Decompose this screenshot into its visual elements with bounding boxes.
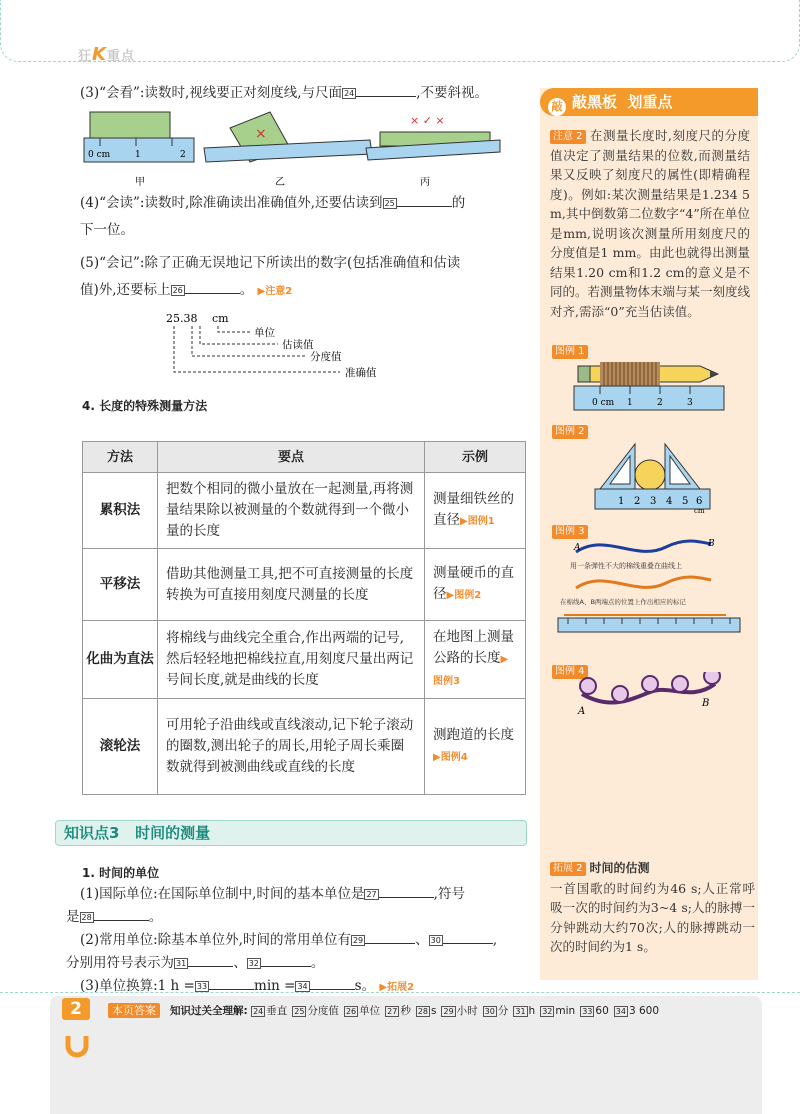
svg-text:分度值: 分度值 [310, 351, 342, 363]
extension-2: 拓展 2 时间的估测 一首国歌的时间约为46 s;人正常呼吸一次的时间约为3~4 s;人的脉搏一分钟跳动大约70次;人的脉搏跳动一次的时间约为1 s。 [550, 861, 755, 954]
svg-text:B: B [708, 539, 715, 549]
answer-text: 垂直 [266, 1005, 288, 1017]
answer-number: 32 [542, 1007, 553, 1016]
answer-number: 29 [443, 1007, 454, 1016]
fig-3-link[interactable]: ▶图例3 [433, 654, 509, 687]
answer-text: 60 [595, 1005, 609, 1017]
svg-text:2: 2 [657, 398, 663, 408]
answer-item [540, 1005, 575, 1017]
answer-number: 24 [253, 1007, 264, 1016]
svg-text:0 cm: 0 cm [88, 150, 111, 160]
answer-item [441, 1005, 477, 1017]
answer-text: s [431, 1005, 437, 1017]
svg-text:1: 1 [135, 150, 141, 160]
svg-text:25.38: 25.38 [166, 312, 198, 325]
answer-text: 小时 [456, 1005, 478, 1017]
figure-2-coin-measure [590, 434, 720, 514]
svg-text:B: B [702, 698, 710, 709]
answer-text: 3 600 [628, 1005, 660, 1017]
svg-text:A: A [578, 706, 586, 717]
svg-text:cm: cm [212, 312, 229, 325]
item-3: (3)“会看”:读数时,视线要正对刻度线,与尺面 24 ,不要斜视。 [80, 85, 489, 101]
sidebar-header: 敲 敲黑板 划重点 [540, 88, 758, 116]
answer-text: min [555, 1005, 576, 1017]
answer-tag: 本页答案 [108, 1003, 160, 1018]
section-4-title: 4. 长度的特殊测量方法 [82, 399, 208, 413]
fig-4-link[interactable]: ▶图例4 [433, 752, 468, 763]
bulb-icon: 敲 [548, 98, 566, 116]
answer-number: 34 [615, 1007, 626, 1016]
figure-1-tag: 图例 1 [552, 340, 588, 359]
note-2: 注意 2 在测量长度时,刻度尺的分度值决定了测量结果的位数,而测量结果又反映了刻度尺的属性(即精确程度)。例如:某次测量结果是1.234 5 m,其中倒数第二位数字“4”所在单位是mm,说明该次测量所用刻度尺的分度值是1 mm。由此也就得出测量结果1.20 cm和1.2 cm的意义是不同的。若测量物体末端与某一刻度线对齐,需添“0”充当估读值。 [550, 128, 751, 319]
table-row: 累积法 把数个相同的微小量放在一起测量,再将测量结果除以被测量的个数就得到一个微小量的长度 测量细铁丝的直径▶图例1 [83, 473, 526, 549]
brand-logo: 狂K重点 [78, 44, 135, 65]
answer-number: 27 [387, 1007, 398, 1016]
answers-list [251, 1005, 664, 1017]
time-unit-title: 1. 时间的单位 [82, 866, 160, 880]
answer-item [416, 1005, 437, 1017]
svg-text:6: 6 [696, 496, 703, 507]
figure-4-wheel-curve [570, 672, 730, 722]
figure-4-tag: 图例 4 [552, 660, 588, 679]
figure-3-curve-to-line [556, 532, 746, 642]
table-row: 化曲为直法 将棉线与曲线完全重合,作出两端的记号,然后轻轻地把棉线拉直,用刻度尺量出两记号间长度,就是曲线的长度 在地图上测量公路的长度▶图例3 [83, 621, 526, 699]
note-tag: 注意 2 [550, 130, 586, 144]
answer-item [580, 1005, 609, 1017]
answer-item [483, 1005, 509, 1017]
answer-text: h [528, 1005, 536, 1017]
page-number: 2 [62, 998, 90, 1020]
answer-number: 31 [515, 1007, 526, 1016]
svg-text:3: 3 [687, 398, 693, 408]
svg-text:2: 2 [634, 496, 641, 507]
note-2-link[interactable]: ▶注意2 [257, 286, 293, 297]
item-5: (5)“会记”:除了正确无误地记下所读出的数字(包括准确值和估读 值)外,还要标上 26 。 ▶注意2 [80, 255, 461, 298]
svg-text:3: 3 [650, 496, 657, 507]
svg-text:4: 4 [666, 496, 673, 507]
svg-text:1: 1 [618, 496, 625, 507]
measurement-methods-table [82, 441, 526, 795]
svg-text:2: 2 [180, 150, 186, 160]
extension-2-link[interactable]: ▶拓展2 [379, 982, 415, 993]
answer-text: 秒 [400, 1005, 411, 1017]
magnet-icon [62, 1030, 92, 1060]
answer-item [385, 1005, 411, 1017]
svg-text:用一条弹性不大的棉线重叠在曲线上: 用一条弹性不大的棉线重叠在曲线上 [570, 562, 682, 570]
answer-number: 28 [417, 1007, 428, 1016]
answer-line: 本页答案 知识过关全理解: 24 垂直 25 分度值 26 单位 27 秒 28 s 29 小时 30 分 31 h 32 min 33 60 34 3 600 [108, 1003, 664, 1018]
answer-item [513, 1005, 535, 1017]
table-row: 滚轮法 可用轮子沿曲线或直线滚动,记下轮子滚动的圈数,测出轮子的周长,用轮子周长乘圈数就得到被测曲线或直线的长度 测跑道的长度▶图例4 [83, 699, 526, 795]
answer-text: 分 [497, 1005, 509, 1017]
answer-number: 26 [345, 1007, 357, 1016]
svg-text:0 cm: 0 cm [592, 398, 615, 408]
answer-item [251, 1005, 287, 1017]
answer-text: 单位 [359, 1005, 381, 1017]
svg-text:估读值: 估读值 [282, 339, 314, 351]
fig-1-link[interactable]: ▶图例1 [460, 516, 495, 527]
answer-item [614, 1005, 659, 1017]
svg-text:甲: 甲 [135, 177, 145, 188]
table-header-point: 要点 [158, 442, 425, 473]
table-header-example: 示例 [425, 442, 526, 473]
footer-divider [0, 992, 800, 993]
item-4: (4)“会读”:读数时,除准确读出准确值外,还要估读到 25 的 下一位。 [80, 195, 466, 238]
svg-text:丙: 丙 [420, 177, 430, 188]
figure-2-tag: 图例 2 [552, 420, 588, 439]
fig-2-link[interactable]: ▶图例2 [446, 590, 482, 601]
answer-item [292, 1005, 339, 1017]
figure-3-tag: 图例 3 [552, 520, 588, 539]
reading-breakdown-diagram [160, 310, 420, 386]
svg-text:A: A [574, 543, 581, 553]
knowledge-point-3-heading: 知识点3 时间的测量 [55, 820, 527, 846]
answer-item [344, 1005, 380, 1017]
svg-text:5: 5 [682, 496, 689, 507]
table-header-method: 方法 [83, 442, 158, 473]
answer-text: 分度值 [307, 1005, 339, 1017]
table-row: 平移法 借助其他测量工具,把不可直接测量的长度转换为可直接用刻度尺测量的长度 测量硬币的直径▶图例2 [83, 549, 526, 621]
figure-1-pencil-ruler [570, 354, 730, 414]
reading-angle-figures [80, 110, 520, 190]
svg-text:乙: 乙 [275, 177, 285, 188]
svg-text:准确值: 准确值 [345, 367, 377, 379]
svg-text:在棉线A、B两端点的位置上作出相应的标记: 在棉线A、B两端点的位置上作出相应的标记 [560, 598, 686, 606]
svg-text:1: 1 [627, 398, 633, 408]
svg-text:单位: 单位 [254, 327, 275, 339]
svg-text:cm: cm [694, 507, 705, 514]
answer-number: 25 [294, 1007, 305, 1016]
answer-number: 33 [582, 1007, 593, 1016]
time-unit-items: (1)国际单位:在国际单位制中,时间的基本单位是 27 ,符号 是 28 。 (2)常用单位:除基本单位外,时间的常用单位有 29 、 30 , 分别用符号表示为 31 、 32 。 (3)单位换算:1 h = 33 min = 34 s。 ▶拓展2 [66, 886, 498, 994]
svg-text:× ✓ ×: × ✓ × [410, 114, 445, 127]
svg-text:×: × [255, 126, 267, 142]
answer-number: 30 [484, 1007, 495, 1016]
